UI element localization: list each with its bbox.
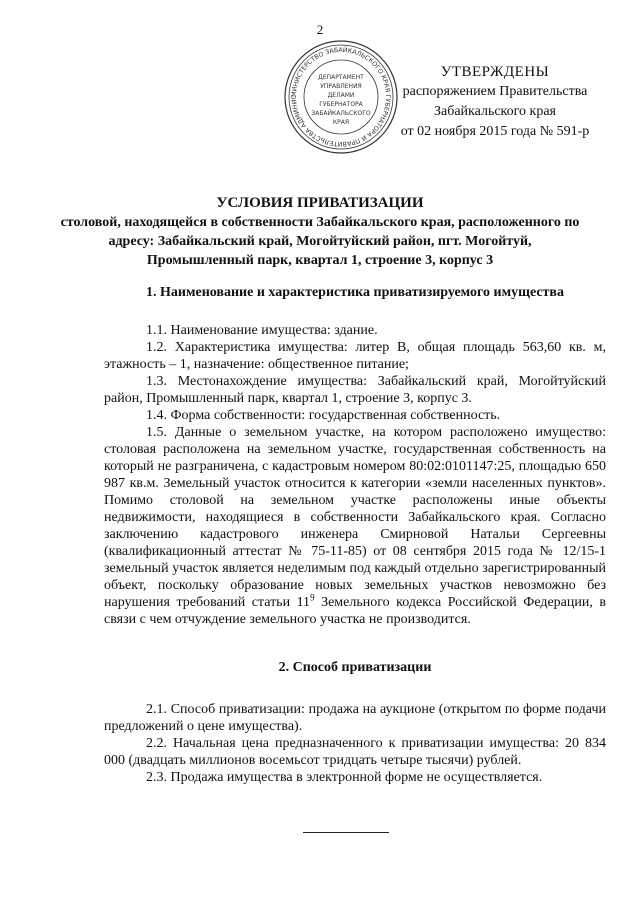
seal-center-line: УПРАВЛЕНИЯ [320,83,362,90]
approval-line-3: от 02 ноября 2015 года № 591-р [400,124,590,139]
paragraph-2-1: 2.1. Способ приватизации: продажа на аукционе (открытом по форме подачи предложений о цене имущества). [104,702,606,734]
article-superscript: 9 [310,592,315,603]
document-body [104,284,606,786]
paragraph-1-5-text: 1.5. Данные о земельном участке, на котором расположено имущество: столовая расположена на земельном участке, государственная собственность на который не разграничена, с кадастровым номером 80:02:0101147:25, площадью 650 987 кв.м. Земельный участок относится к категории «земли населенных пунктов». Помимо столовой на земельном участке расположены иные объекты недвижимости, находящиеся в собственности Забайкальского края. Согласно заключению кадастрового инженера Смирновой Натальи Сергеевны (квалификационный аттестат № 75-11-85) от 08 сентября 2015 года № 12/15-1 земельный участок является неделимым под каждый отдельно зарегистрированный объект, поскольку образование новых земельных участков невозможно без нарушения требований статьи 11 [104,425,606,610]
document-title-main: УСЛОВИЯ ПРИВАТИЗАЦИИ [216,195,424,211]
approval-line-2: Забайкальского края [433,104,556,119]
paragraph-1-5 [104,424,606,628]
footer-divider [303,832,389,833]
document-title [60,194,580,270]
seal-outer-text: МИНИСТЕРСТВО ЗАБАЙКАЛЬСКОГО КРАЯ ГУБЕРНАТОРА И ПРАВИТЕЛЬСТВА АДМИНИС [290,46,392,148]
paragraph-1-2: 1.2. Характеристика имущества: литер В, общая площадь 563,60 кв. м, этажность – 1, назначение: общественное питание; [104,340,606,372]
section-2 [104,659,606,786]
seal-center-line: ЗАБАЙКАЛЬСКОГО [311,110,371,117]
seal-icon [282,38,400,156]
page-number: 2 [316,22,324,37]
document-title-subtitle: столовой, находящейся в собственности Забайкальского края, расположенного по адресу: Забайкальский край, Могойтуйский район, пгт. Могойтуй, Промышленный парк, квартал 1, строение 3, корпус 3 [60,215,580,268]
seal-center-line: ДЕПАРТАМЕНТ [318,74,364,81]
paragraph-1-4: 1.4. Форма собственности: государственная собственность. [146,408,501,423]
paragraph-2-2: 2.2. Начальная цена предназначенного к приватизации имущества: 20 834 000 (двадцать миллионов восемьсот тридцать четыре тысячи) рублей. [104,736,606,768]
section-1 [104,284,606,628]
approval-line-1: распоряжением Правительства [402,84,588,99]
approval-block [390,62,600,142]
paragraph-1-5-text-end: Земельного кодекса Российской Федерации, в связи с чем отчуждение земельного участка не производится. [104,595,606,627]
section-2-heading: 2. Способ приватизации [278,660,432,675]
section-1-heading: 1. Наименование и характеристика приватизируемого имущества [146,285,564,300]
seal-center-line: ДЕЛАМИ [327,92,355,99]
official-seal-stamp [282,38,400,156]
approval-heading: УТВЕРЖДЕНЫ [440,64,550,80]
seal-center-line: ГУБЕРНАТОРА [319,101,363,108]
paragraph-2-3: 2.3. Продажа имущества в электронной форме не осуществляется. [146,770,543,785]
seal-center-line: КРАЯ [332,119,350,126]
paragraph-1-3: 1.3. Местонахождение имущества: Забайкальский край, Могойтуйский район, Промышленный парк, квартал 1, строение 3, корпус 3. [104,374,606,406]
paragraph-1-1: 1.1. Наименование имущества: здание. [146,323,378,338]
